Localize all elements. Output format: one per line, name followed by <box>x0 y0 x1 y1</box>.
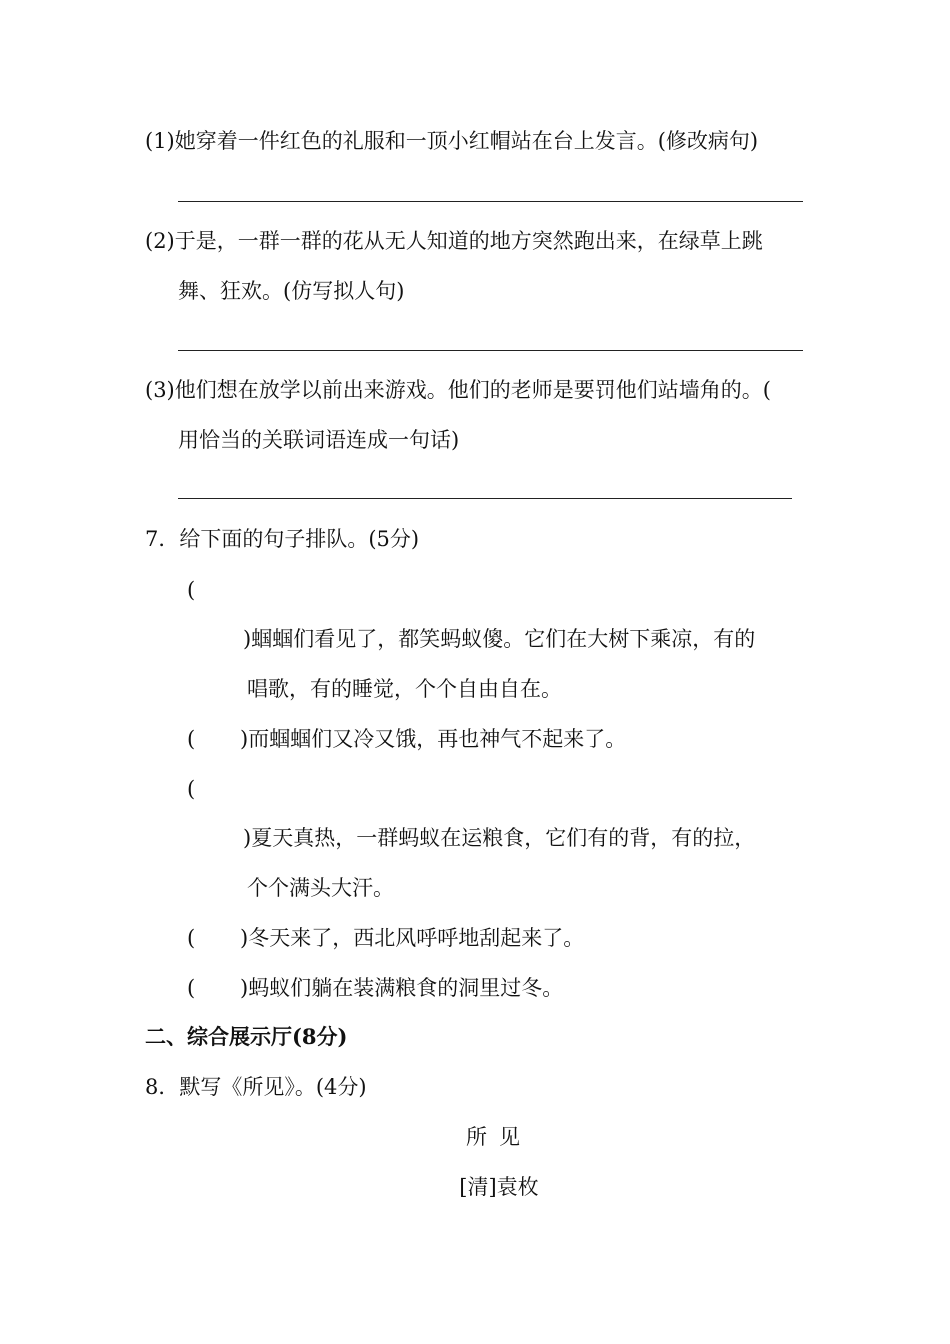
q7-s1-paren[interactable]: ( <box>187 578 196 602</box>
answer-line-1[interactable] <box>178 201 803 202</box>
q7-s2-text: )而蝈蝈们又冷又饿，再也神气不起来了。 <box>240 727 627 751</box>
q6-item3-text-line1: (3)他们想在放学以前出来游戏。他们的老师是要罚他们站墙角的。( <box>145 378 771 402</box>
poem-title: 所见 <box>466 1125 532 1149</box>
q8-heading: 8．默写《所见》。(4分) <box>145 1075 367 1099</box>
q7-s5-paren[interactable]: ( <box>187 976 196 1000</box>
q7-s3-text-line2: 个个满头大汗。 <box>247 876 394 900</box>
q7-s4-paren[interactable]: ( <box>187 926 196 950</box>
q7-s1-text-line1: )蝈蝈们看见了，都笑蚂蚁傻。它们在大树下乘凉，有的 <box>243 627 756 651</box>
q7-s3-text-line1: )夏天真热，一群蚂蚁在运粮食，它们有的背，有的拉， <box>243 826 756 850</box>
q6-item3-text-line2: 用恰当的关联词语连成一句话) <box>178 428 460 452</box>
answer-line-2[interactable] <box>178 350 803 351</box>
answer-line-3[interactable] <box>178 498 792 499</box>
q7-heading: 7．给下面的句子排队。(5分) <box>145 527 420 551</box>
q6-item2-text-line2: 舞、狂欢。(仿写拟人句) <box>178 279 405 303</box>
q6-item1-text: (1)她穿着一件红色的礼服和一顶小红帽站在台上发言。(修改病句) <box>145 129 759 153</box>
q7-s1-text-line2: 唱歌，有的睡觉，个个自由自在。 <box>247 677 562 701</box>
q7-s5-text: )蚂蚁们躺在装满粮食的洞里过冬。 <box>240 976 564 1000</box>
poem-author: [清]袁枚 <box>459 1175 539 1199</box>
q7-s3-paren[interactable]: ( <box>187 777 196 801</box>
section2-heading: 二、综合展示厅(8分) <box>145 1024 348 1049</box>
q7-s4-text: )冬天来了，西北风呼呼地刮起来了。 <box>240 926 585 950</box>
q7-s2-paren[interactable]: ( <box>187 727 196 751</box>
q6-item2-text-line1: (2)于是，一群一群的花从无人知道的地方突然跑出来，在绿草上跳 <box>145 229 763 253</box>
